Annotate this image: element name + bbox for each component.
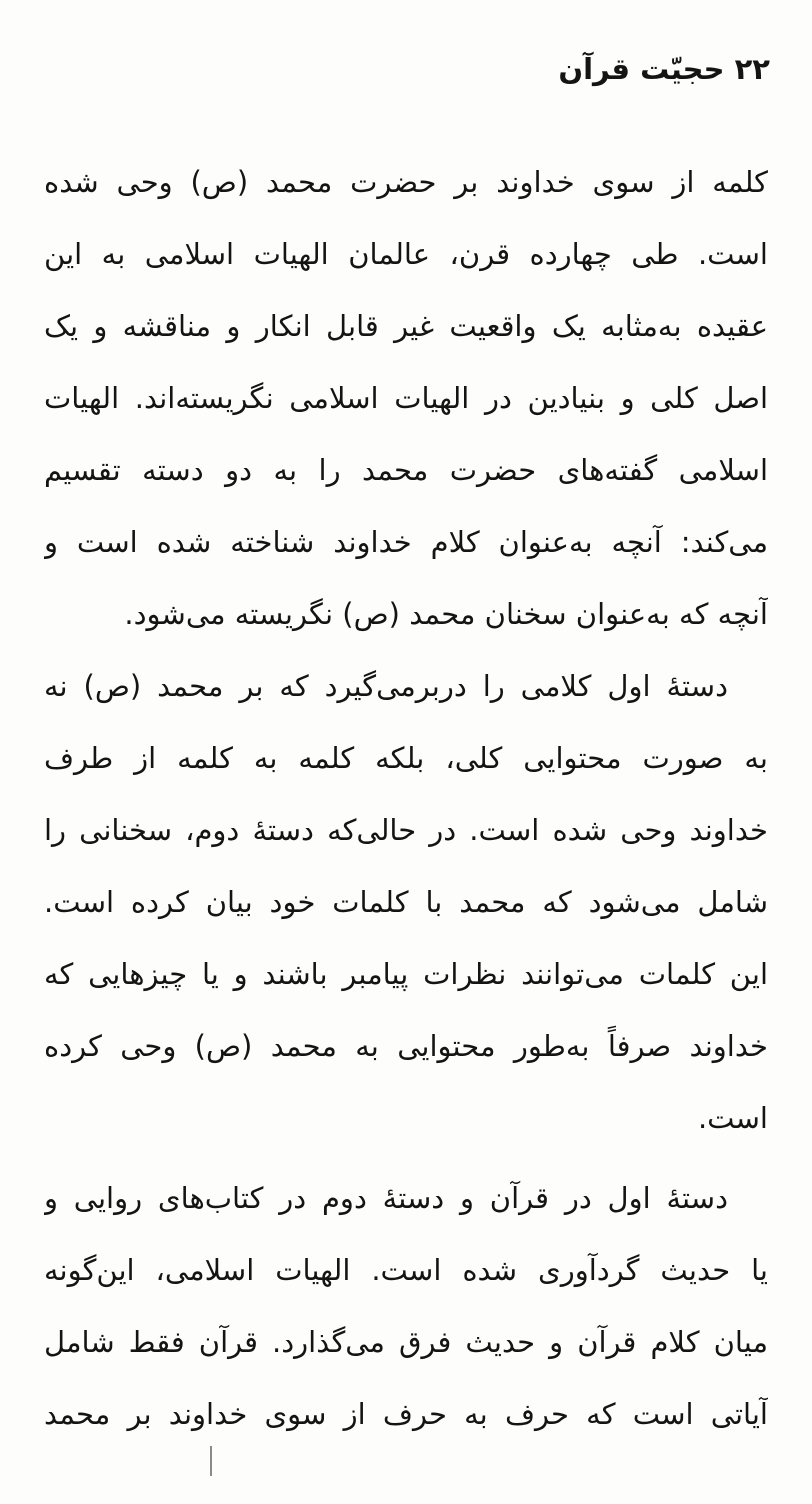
text-line: است. طی چهارده قرن، عالمان الهیات اسلامی به این [44, 237, 768, 271]
scan-mark [210, 1446, 212, 1476]
text-line: اصل کلی و بنیادین در الهیات اسلامی نگریسته‌اند. الهیات [44, 381, 768, 415]
book-title: حجیّت قرآن [558, 52, 725, 86]
text-line: دستهٔ اول کلامی را دربرمی‌گیرد که بر محمد (ص) نه [44, 669, 728, 703]
text-line: خداوند وحی شده است. در حالی‌که دستهٔ دوم، سخنانی را [44, 813, 768, 847]
text-line: شامل می‌شود که محمد با کلمات خود بیان کرده است. [44, 885, 768, 919]
text-line: به صورت محتوایی کلی، بلکه کلمه به کلمه از طرف [44, 741, 768, 775]
body-text [44, 146, 768, 1450]
text-line: آنچه که به‌عنوان سخنان محمد (ص) نگریسته می‌شود. [124, 597, 768, 631]
text-line: است. [697, 1101, 768, 1135]
text-line: می‌کند: آنچه به‌عنوان کلام خداوند شناخته شده است و [44, 525, 768, 559]
text-line: دستهٔ اول در قرآن و دستهٔ دوم در کتاب‌های روایی و [44, 1181, 728, 1215]
paragraph-2 [44, 650, 768, 1154]
paragraph-3 [44, 1162, 768, 1450]
paragraph-1 [44, 146, 768, 650]
page-number: ۲۲ [734, 52, 770, 86]
text-line: عقیده به‌مثابه یک واقعیت غیر قابل انکار و مناقشه و یک [44, 309, 768, 343]
running-header [558, 52, 770, 86]
text-line: یا حدیث گردآوری شده است. الهیات اسلامی، این‌گونه [44, 1253, 768, 1287]
text-line: میان کلام قرآن و حدیث فرق می‌گذارد. قرآن فقط شامل [44, 1325, 768, 1359]
text-line: کلمه از سوی خداوند بر حضرت محمد (ص) وحی شده [44, 165, 768, 199]
text-line: اسلامی گفته‌های حضرت محمد را به دو دسته تقسیم [44, 453, 768, 487]
text-line: آیاتی است که حرف به حرف از سوی خداوند بر محمد [44, 1397, 768, 1431]
text-line: این کلمات می‌توانند نظرات پیامبر باشند و یا چیزهایی که [44, 957, 768, 991]
text-line: خداوند صرفاً به‌طور محتوایی به محمد (ص) وحی کرده [44, 1029, 768, 1063]
